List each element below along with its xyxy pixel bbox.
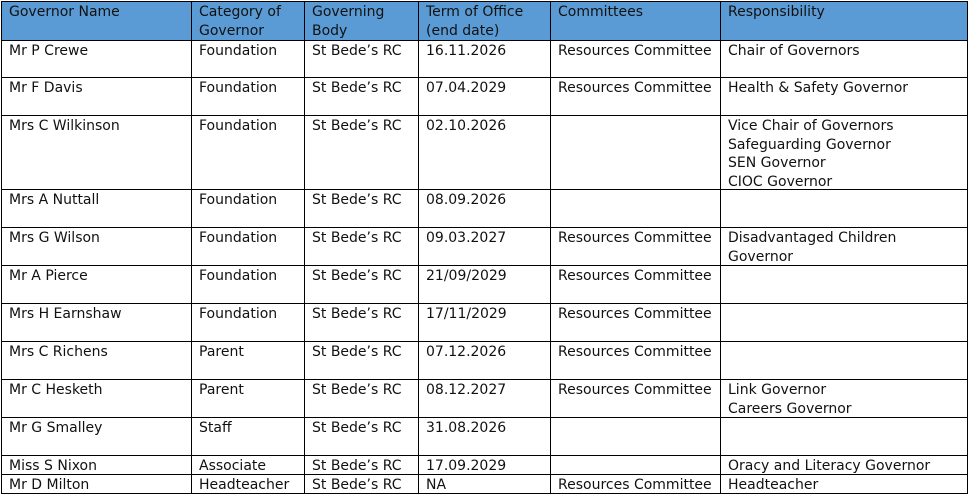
cell-text: Mr C Hesketh: [9, 382, 103, 398]
cell-term-end-date: [418, 341, 551, 380]
cell-text: St Bede’s RC: [312, 382, 402, 398]
cell-text: St Bede’s RC: [312, 192, 402, 208]
cell-text: Headteacher: [199, 477, 290, 493]
cell-category: [191, 341, 305, 380]
cell-governor-name: [1, 379, 192, 418]
cell-committees: [550, 265, 721, 304]
cell-committees: [550, 474, 721, 494]
cell-term-end-date: [418, 189, 551, 228]
cell-committees: [550, 303, 721, 342]
cell-term-end-date: [418, 265, 551, 304]
cell-text: St Bede’s RC: [312, 80, 402, 96]
cell-governor-name: [1, 227, 192, 266]
cell-text: Foundation: [199, 306, 278, 322]
cell-governor-name: [1, 455, 192, 475]
cell-governor-name: [1, 303, 192, 342]
cell-text: 21/09/2029: [426, 268, 507, 284]
cell-text: Associate: [199, 458, 266, 474]
cell-responsibility: [720, 474, 968, 494]
cell-text: Link Governor: [728, 382, 827, 398]
cell-text: Resources Committee: [558, 306, 712, 322]
cell-text: St Bede’s RC: [312, 43, 402, 59]
cell-text: Foundation: [199, 43, 278, 59]
cell-responsibility: [720, 227, 968, 266]
header-governing-body: [304, 1, 419, 41]
cell-text: 31.08.2026: [426, 420, 507, 436]
cell-governing-body: [304, 77, 419, 116]
cell-text: Miss S Nixon: [9, 458, 97, 474]
header-governor-name: [1, 1, 192, 41]
cell-governing-body: [304, 417, 419, 456]
cell-text: Mrs H Earnshaw: [9, 306, 122, 322]
cell-committees: [550, 455, 721, 475]
cell-text: Vice Chair of Governors: [728, 118, 894, 134]
cell-text: (end date): [426, 22, 500, 39]
cell-text: Parent: [199, 382, 244, 398]
cell-text: Mrs A Nuttall: [9, 192, 100, 208]
cell-text: Resources Committee: [558, 382, 712, 398]
cell-text: Foundation: [199, 230, 278, 246]
cell-text: Health & Safety Governor: [728, 80, 909, 96]
cell-text: 17.09.2029: [426, 458, 507, 474]
cell-category: [191, 40, 305, 78]
cell-governor-name: [1, 77, 192, 116]
cell-text: 16.11.2026: [426, 43, 507, 59]
cell-governing-body: [304, 265, 419, 304]
cell-text: Foundation: [199, 192, 278, 208]
cell-text: Resources Committee: [558, 477, 712, 493]
cell-governor-name: [1, 474, 192, 494]
cell-text: Staff: [199, 420, 232, 436]
cell-category: [191, 227, 305, 266]
cell-text: St Bede’s RC: [312, 458, 402, 474]
cell-text: Foundation: [199, 268, 278, 284]
cell-responsibility: [720, 265, 968, 304]
cell-responsibility: [720, 40, 968, 78]
cell-text: St Bede’s RC: [312, 306, 402, 322]
cell-text: 09.03.2027: [426, 230, 507, 246]
cell-committees: [550, 417, 721, 456]
cell-text: Responsibility: [728, 4, 825, 20]
cell-text: Term of Office: [426, 4, 524, 20]
cell-text: Resources Committee: [558, 230, 712, 246]
cell-category: [191, 189, 305, 228]
cell-text: Resources Committee: [558, 268, 712, 284]
cell-governing-body: [304, 40, 419, 78]
cell-committees: [550, 341, 721, 380]
cell-text: Mrs G Wilson: [9, 230, 100, 246]
cell-text: Resources Committee: [558, 80, 712, 96]
cell-term-end-date: [418, 40, 551, 78]
cell-governor-name: [1, 341, 192, 380]
cell-responsibility: [720, 303, 968, 342]
cell-governing-body: [304, 455, 419, 475]
cell-term-end-date: [418, 417, 551, 456]
cell-governor-name: [1, 265, 192, 304]
cell-category: [191, 303, 305, 342]
cell-committees: [550, 77, 721, 116]
cell-committees: [550, 227, 721, 266]
cell-responsibility: [720, 115, 968, 190]
header-category: [191, 1, 305, 41]
cell-term-end-date: [418, 115, 551, 190]
cell-term-end-date: [418, 77, 551, 116]
cell-text: St Bede’s RC: [312, 118, 402, 134]
cell-text: St Bede’s RC: [312, 344, 402, 360]
cell-text: Foundation: [199, 80, 278, 96]
cell-text: Mrs C Richens: [9, 344, 108, 360]
cell-text: St Bede’s RC: [312, 420, 402, 436]
cell-text: 02.10.2026: [426, 118, 507, 134]
cell-governor-name: [1, 115, 192, 190]
cell-category: [191, 77, 305, 116]
cell-text: Mr G Smalley: [9, 420, 103, 436]
cell-category: [191, 115, 305, 190]
cell-text: Headteacher: [728, 477, 819, 493]
cell-governor-name: [1, 189, 192, 228]
cell-text: Governor Name: [9, 4, 120, 20]
cell-responsibility: [720, 455, 968, 475]
cell-governor-name: [1, 417, 192, 456]
cell-category: [191, 265, 305, 304]
cell-term-end-date: [418, 474, 551, 494]
cell-governing-body: [304, 341, 419, 380]
cell-text: St Bede’s RC: [312, 230, 402, 246]
cell-responsibility: [720, 379, 968, 418]
header-responsibility: [720, 1, 968, 41]
cell-text: Category of: [199, 4, 281, 20]
cell-text: Oracy and Literacy Governor: [728, 458, 931, 474]
cell-text: Safeguarding Governor: [728, 136, 891, 153]
cell-term-end-date: [418, 303, 551, 342]
cell-text: Foundation: [199, 118, 278, 134]
cell-text: Mrs C Wilkinson: [9, 118, 120, 134]
cell-text: St Bede’s RC: [312, 477, 402, 493]
cell-term-end-date: [418, 379, 551, 418]
cell-text: Governor: [728, 248, 794, 265]
cell-responsibility: [720, 341, 968, 380]
cell-text: 07.12.2026: [426, 344, 507, 360]
cell-text: Governing: [312, 4, 385, 20]
header-committees: [550, 1, 721, 41]
cell-term-end-date: [418, 455, 551, 475]
cell-text: Resources Committee: [558, 43, 712, 59]
cell-text: 07.04.2029: [426, 80, 507, 96]
cell-text: Disadvantaged Children: [728, 230, 897, 246]
cell-governing-body: [304, 227, 419, 266]
cell-text: 08.12.2027: [426, 382, 507, 398]
cell-committees: [550, 40, 721, 78]
cell-text: CIOC Governor: [728, 173, 833, 190]
cell-text: 08.09.2026: [426, 192, 507, 208]
cell-text: SEN Governor: [728, 155, 826, 171]
cell-committees: [550, 189, 721, 228]
cell-text: Mr A Pierce: [9, 268, 88, 284]
cell-text: Parent: [199, 344, 244, 360]
cell-text: Mr P Crewe: [9, 43, 89, 59]
cell-governor-name: [1, 40, 192, 78]
cell-governing-body: [304, 189, 419, 228]
cell-text: Careers Governor: [728, 400, 852, 417]
cell-governing-body: [304, 474, 419, 494]
cell-governing-body: [304, 115, 419, 190]
cell-text: Resources Committee: [558, 344, 712, 360]
header-term-end-date: [418, 1, 551, 41]
cell-text: St Bede’s RC: [312, 268, 402, 284]
cell-text: Mr F Davis: [9, 80, 83, 96]
cell-category: [191, 417, 305, 456]
cell-governing-body: [304, 303, 419, 342]
cell-committees: [550, 379, 721, 418]
cell-category: [191, 474, 305, 494]
cell-category: [191, 379, 305, 418]
cell-text: 17/11/2029: [426, 306, 507, 322]
cell-text: Governor: [199, 22, 265, 39]
cell-term-end-date: [418, 227, 551, 266]
cell-category: [191, 455, 305, 475]
cell-responsibility: [720, 417, 968, 456]
cell-governing-body: [304, 379, 419, 418]
cell-text: Chair of Governors: [728, 43, 860, 59]
cell-text: Committees: [558, 4, 644, 20]
cell-text: Body: [312, 22, 348, 39]
cell-responsibility: [720, 189, 968, 228]
cell-responsibility: [720, 77, 968, 116]
cell-text: NA: [426, 477, 447, 493]
cell-committees: [550, 115, 721, 190]
cell-text: Mr D Milton: [9, 477, 90, 493]
